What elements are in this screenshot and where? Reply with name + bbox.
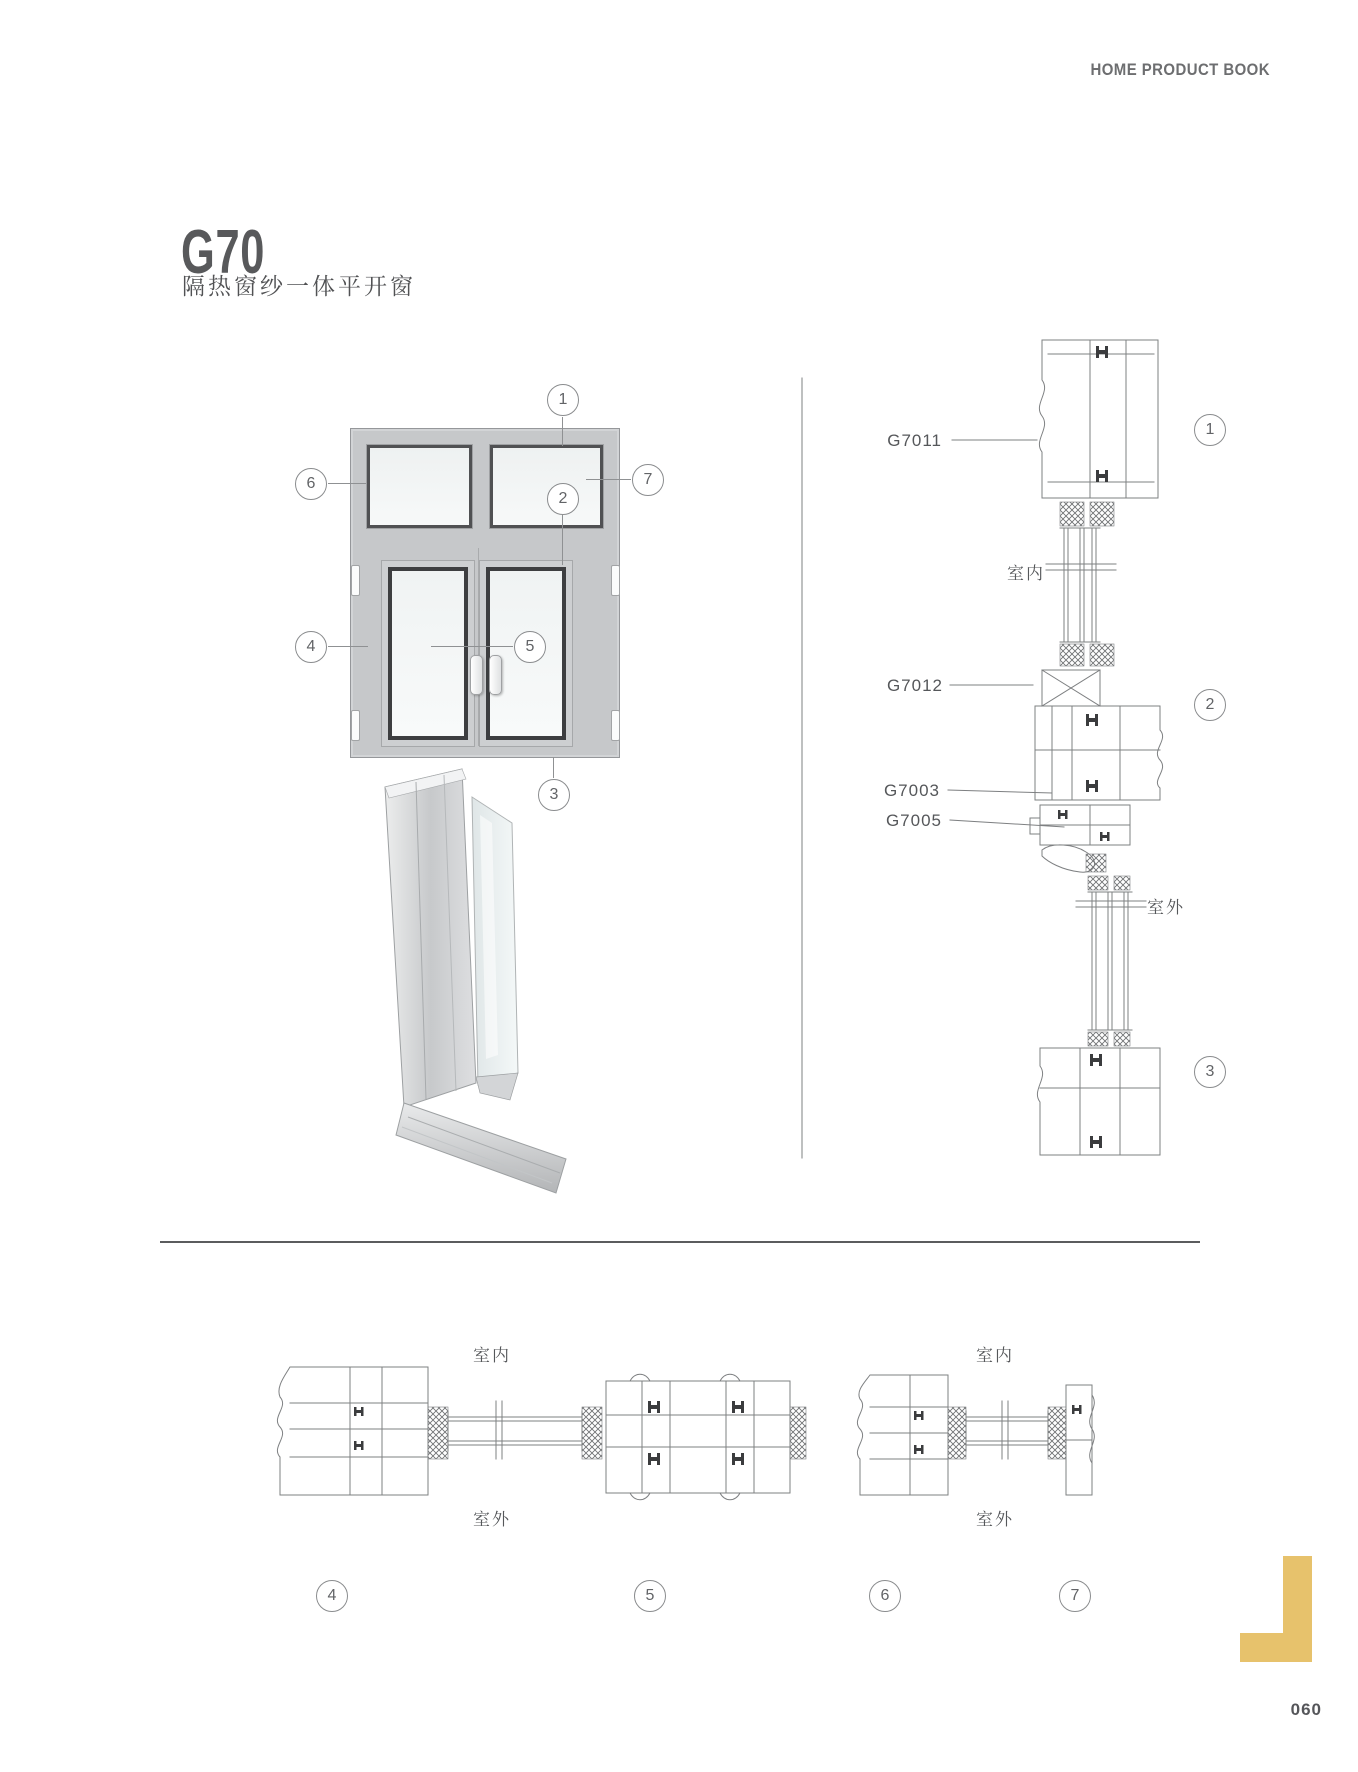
product-model: G70 bbox=[181, 218, 266, 287]
callout-2: 2 bbox=[547, 483, 579, 515]
page-number: 060 bbox=[1290, 1700, 1322, 1719]
meeting-stile-line bbox=[478, 548, 479, 746]
label-g7011: G7011 bbox=[887, 431, 942, 450]
section-callout-5: 5 bbox=[634, 1580, 666, 1612]
callout-7: 7 bbox=[632, 464, 664, 496]
casement-sash-left bbox=[388, 567, 468, 740]
hinge-bottom-left bbox=[351, 710, 360, 741]
product-subtitle: 隔热窗纱一体平开窗 bbox=[182, 273, 416, 299]
transom-pane-left bbox=[367, 445, 472, 528]
leader-callout-5 bbox=[431, 646, 513, 647]
section-callout-1: 1 bbox=[1194, 414, 1226, 446]
label-indoor-vertical: 室内 bbox=[1007, 564, 1045, 583]
book-title: HOME PRODUCT BOOK bbox=[1090, 60, 1270, 79]
vertical-section-drawing bbox=[790, 330, 1230, 1190]
hinge-top-right bbox=[611, 565, 620, 596]
profile-corner-photo bbox=[360, 755, 590, 1200]
label-outdoor-vertical: 室外 bbox=[1147, 898, 1185, 917]
callout-5: 5 bbox=[514, 631, 546, 663]
section-callout-4: 4 bbox=[316, 1580, 348, 1612]
label-g7012: G7012 bbox=[886, 676, 943, 695]
callout-1: 1 bbox=[547, 384, 579, 416]
label-outdoor-left-group: 室外 bbox=[473, 1510, 511, 1529]
leader-callout-4 bbox=[328, 646, 368, 647]
label-g7003: G7003 bbox=[883, 781, 940, 800]
label-indoor-left-group: 室内 bbox=[473, 1346, 511, 1365]
label-indoor-right-group: 室内 bbox=[976, 1346, 1014, 1365]
section-divider-line bbox=[160, 1241, 1200, 1243]
callout-6: 6 bbox=[295, 468, 327, 500]
callout-3: 3 bbox=[538, 779, 570, 811]
hinge-top-left bbox=[351, 565, 360, 596]
horizontal-section-right-drawing bbox=[830, 1345, 1105, 1545]
transom-pane-right bbox=[490, 445, 603, 528]
hinge-bottom-right bbox=[611, 710, 620, 741]
leader-callout-6 bbox=[328, 483, 366, 484]
section-callout-3: 3 bbox=[1194, 1056, 1226, 1088]
label-outdoor-right-group: 室外 bbox=[976, 1510, 1014, 1529]
section-callout-2: 2 bbox=[1194, 689, 1226, 721]
thermal-breaks bbox=[354, 1401, 744, 1465]
corner-accent-shape bbox=[1240, 1556, 1312, 1662]
section-callout-6: 6 bbox=[869, 1580, 901, 1612]
leader-callout-7 bbox=[586, 479, 631, 480]
window-elevation-diagram bbox=[350, 428, 620, 758]
leader-callout-2 bbox=[562, 515, 563, 565]
window-handle-left bbox=[470, 655, 483, 695]
horizontal-section-left-drawing bbox=[250, 1345, 810, 1545]
leader-callout-1 bbox=[562, 417, 563, 446]
callout-4: 4 bbox=[295, 631, 327, 663]
gasket-hatching bbox=[948, 1407, 1066, 1459]
window-handle-right bbox=[489, 655, 502, 695]
thermal-breaks bbox=[1058, 346, 1110, 1148]
section-callout-7: 7 bbox=[1059, 1580, 1091, 1612]
label-g7005: G7005 bbox=[885, 811, 942, 830]
